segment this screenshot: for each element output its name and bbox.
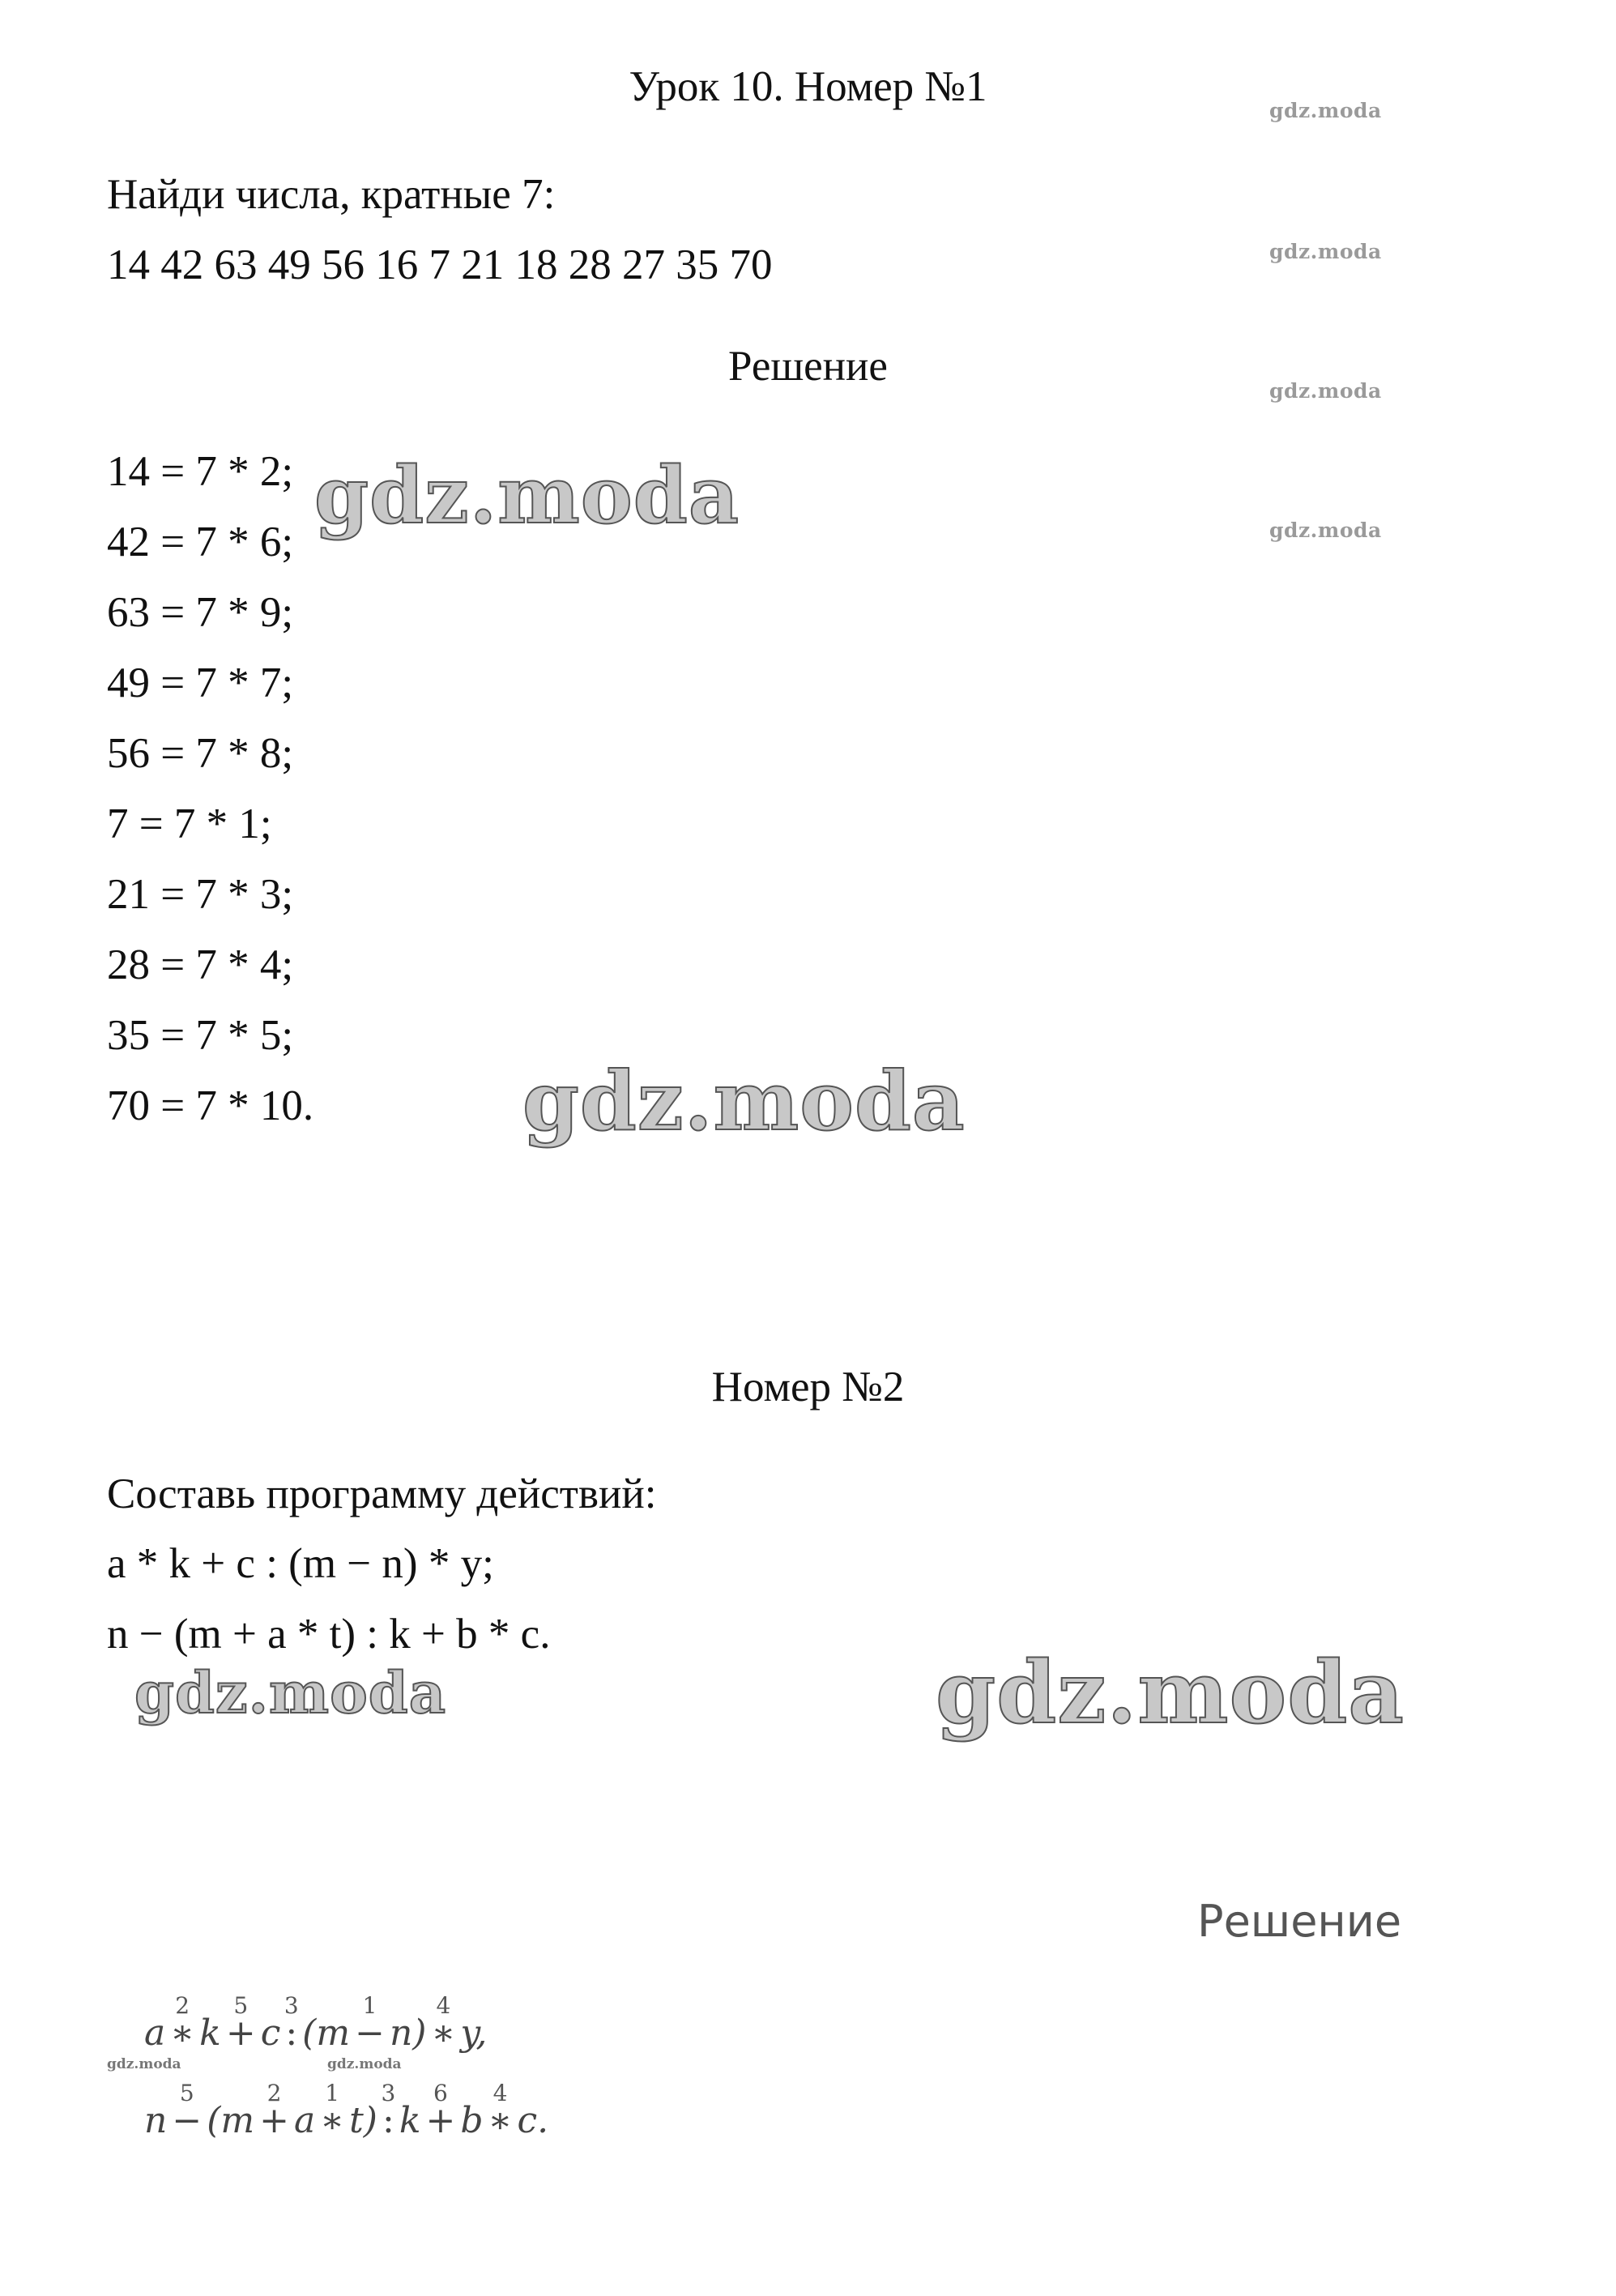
operation-order: 5 (179, 2080, 194, 2106)
operation-symbol: : (285, 2012, 298, 2054)
solution-line: 42 = 7 * 6; (107, 519, 294, 565)
operation-symbol: + (225, 2012, 256, 2054)
operation (420, 2080, 460, 2141)
operation (350, 1992, 390, 2054)
operation (377, 2080, 399, 2141)
watermark: gdz.moda (1269, 379, 1382, 403)
operation-order: 1 (325, 2080, 340, 2106)
operation-order: 2 (266, 2080, 282, 2106)
task1-title: Урок 10. Номер №1 (629, 63, 987, 110)
operation-symbol: : (382, 2100, 394, 2141)
task1-numbers: 14 42 63 49 56 16 7 21 18 28 27 35 70 (107, 241, 773, 288)
operation-order: 5 (233, 1992, 249, 2019)
term: n) (389, 2012, 427, 2054)
operation-order: 3 (284, 1992, 299, 2019)
solution-line: 63 = 7 * 9; (107, 589, 294, 636)
operation (280, 1992, 302, 2054)
operation-symbol: ∗ (320, 2100, 345, 2141)
operation (315, 2080, 349, 2141)
operation (254, 2080, 294, 2141)
term: k (399, 2100, 421, 2141)
term: a (293, 2100, 316, 2141)
term: t) (349, 2100, 377, 2141)
term: (m (302, 2012, 351, 2054)
solution-line: 21 = 7 * 3; (107, 871, 294, 918)
watermark: gdz.moda (327, 2056, 402, 2072)
watermark: gdz.moda (1269, 99, 1382, 122)
operation-order: 2 (175, 1992, 190, 2019)
solution-line: 28 = 7 * 4; (107, 941, 294, 988)
solution-line: 70 = 7 * 10. (107, 1082, 314, 1129)
watermark: gdz.moda (314, 450, 740, 541)
solution-expression-1 (144, 1992, 488, 2054)
task2-expression: n − (m + a * t) : k + b * c. (107, 1611, 551, 1658)
term: n (144, 2100, 168, 2141)
watermark: gdz.moda (1269, 240, 1382, 263)
watermark: gdz.moda (134, 1659, 447, 1726)
operation-order: 4 (436, 1992, 451, 2019)
task1-prompt: Найди числа, кратные 7: (107, 171, 556, 218)
task2-solution-heading: Решение (1197, 1896, 1402, 1947)
solution-line: 7 = 7 * 1; (107, 800, 272, 847)
operation-symbol: ∗ (170, 2012, 195, 2054)
operation-symbol: − (355, 2012, 385, 2054)
operation (484, 2080, 518, 2141)
watermark: gdz.moda (1269, 519, 1382, 542)
watermark: gdz.moda (522, 1053, 966, 1149)
operation-symbol: − (172, 2100, 203, 2141)
term: c (260, 2012, 281, 2054)
term: a (144, 2012, 166, 2054)
watermark: gdz.moda (936, 1641, 1405, 1743)
term: y, (460, 2012, 488, 2054)
operation (165, 1992, 199, 2054)
task1-solution-heading: Решение (728, 343, 888, 390)
solution-expression-2 (144, 2080, 549, 2141)
watermark: gdz.moda (107, 2056, 181, 2072)
operation-symbol: ∗ (431, 2012, 456, 2054)
term: b (460, 2100, 484, 2141)
solution-line: 49 = 7 * 7; (107, 659, 294, 706)
task2-title: Номер №2 (711, 1364, 905, 1410)
operation-order: 3 (381, 2080, 396, 2106)
solution-line: 35 = 7 * 5; (107, 1012, 294, 1059)
term: (m (207, 2100, 255, 2141)
operation (221, 1992, 261, 2054)
operation (426, 1992, 460, 2054)
operation-order: 6 (433, 2080, 448, 2106)
operation-symbol: ∗ (488, 2100, 513, 2141)
task2-prompt: Составь программу действий: (107, 1470, 657, 1517)
operation-symbol: + (425, 2100, 456, 2141)
operation-order: 1 (362, 1992, 377, 2019)
operation-order: 4 (492, 2080, 508, 2106)
solution-line: 56 = 7 * 8; (107, 730, 294, 777)
operation-symbol: + (259, 2100, 289, 2141)
solution-line: 14 = 7 * 2; (107, 448, 294, 495)
term: c. (517, 2100, 549, 2141)
operation (167, 2080, 207, 2141)
task2-expression: a * k + c : (m − n) * y; (107, 1540, 494, 1587)
term: k (199, 2012, 221, 2054)
